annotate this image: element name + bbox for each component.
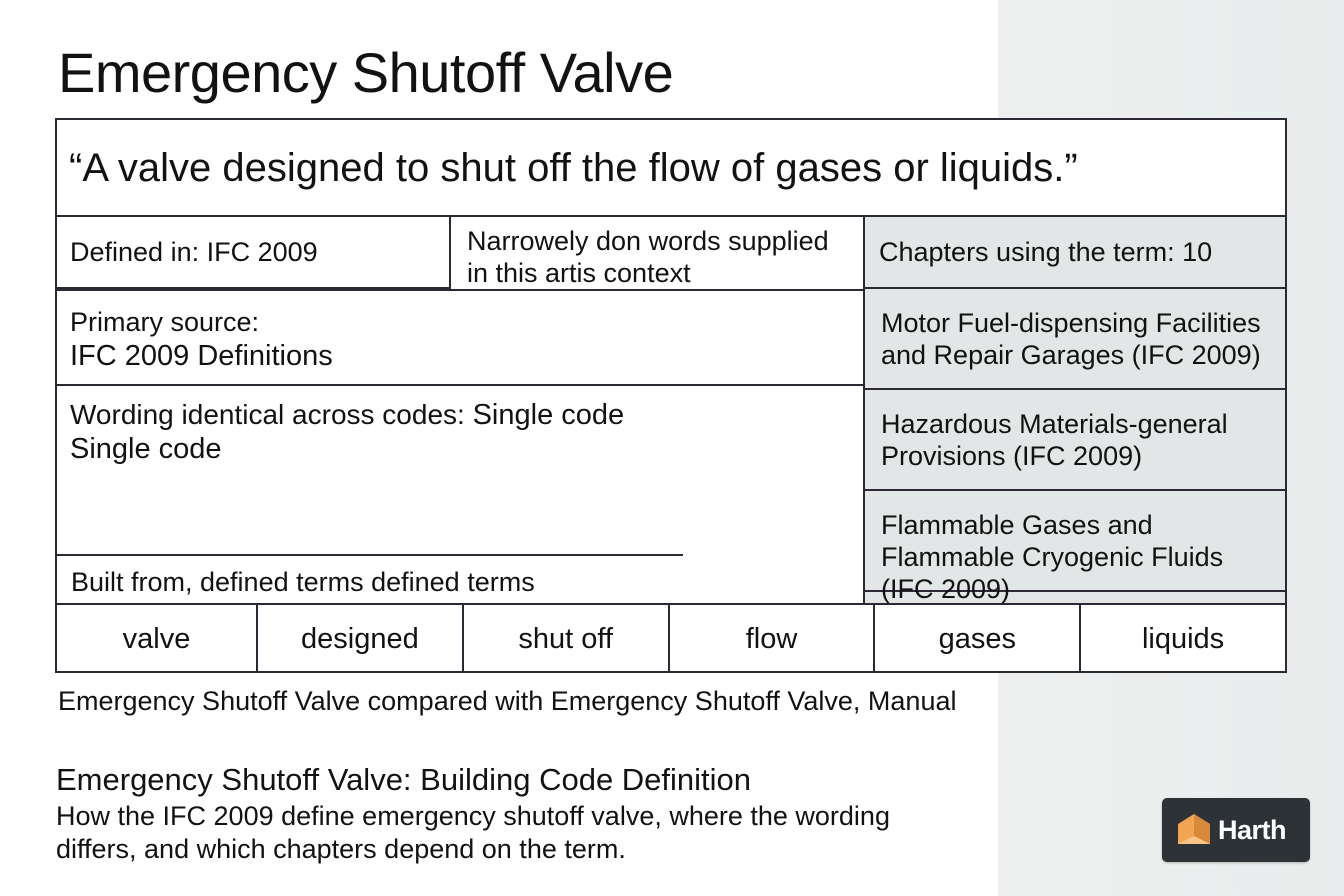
chapters-panel bbox=[863, 217, 1285, 604]
definition-card bbox=[55, 118, 1287, 673]
chapter-item[interactable]: Hazardous Materials-general Provisions (IFC 2009) bbox=[865, 390, 1285, 491]
term-chip-gases[interactable]: gases bbox=[875, 605, 1081, 673]
chapters-count: Chapters using the term: 10 bbox=[865, 217, 1285, 289]
term-chip-shut-off[interactable]: shut off bbox=[464, 605, 670, 673]
wording-field bbox=[57, 386, 865, 556]
term-chip-valve[interactable]: valve bbox=[57, 605, 258, 673]
context-note: Narrowely don words supplied in this artis context bbox=[467, 226, 829, 288]
wording-label: Wording identical across codes: bbox=[70, 399, 465, 430]
comparison-link[interactable]: Emergency Shutoff Valve compared with Emergency Shutoff Valve, Manual bbox=[58, 686, 957, 716]
harth-logo-icon bbox=[1174, 810, 1214, 850]
defined-in-field: Defined in: IFC 2009 bbox=[57, 217, 451, 289]
defined-terms-row bbox=[57, 603, 1285, 673]
section-title: Emergency Shutoff Valve: Building Code Definition bbox=[56, 762, 752, 797]
chapter-item[interactable]: Flammable Gases and Flammable Cryogenic Fluids (IFC 2009) bbox=[865, 491, 1285, 592]
page-title: Emergency Shutoff Valve bbox=[58, 41, 674, 104]
built-from-field: Built from, defined terms defined terms bbox=[71, 567, 535, 597]
wording-value-repeat: Single code bbox=[70, 433, 222, 465]
term-chip-flow[interactable]: flow bbox=[670, 605, 876, 673]
primary-source-label: Primary source: bbox=[70, 307, 260, 337]
chapter-item[interactable]: Motor Fuel-dispensing Facilities and Repair Garages (IFC 2009) bbox=[865, 289, 1285, 390]
brand-badge[interactable] bbox=[1162, 798, 1310, 862]
primary-source-field bbox=[57, 289, 865, 386]
definition-quote: “A valve designed to shut off the flow of gases or liquids.” bbox=[57, 120, 1285, 217]
section-description: How the IFC 2009 define emergency shutoff valve, where the wording differs, and which chapters depend on the term. bbox=[56, 801, 890, 864]
term-chip-designed[interactable]: designed bbox=[258, 605, 464, 673]
term-chip-liquids[interactable]: liquids bbox=[1141, 622, 1225, 655]
wording-value: Single code bbox=[472, 399, 625, 431]
brand-name: Harth bbox=[1218, 814, 1287, 845]
divider bbox=[57, 554, 683, 556]
primary-source-value: IFC 2009 Definitions bbox=[70, 340, 333, 372]
